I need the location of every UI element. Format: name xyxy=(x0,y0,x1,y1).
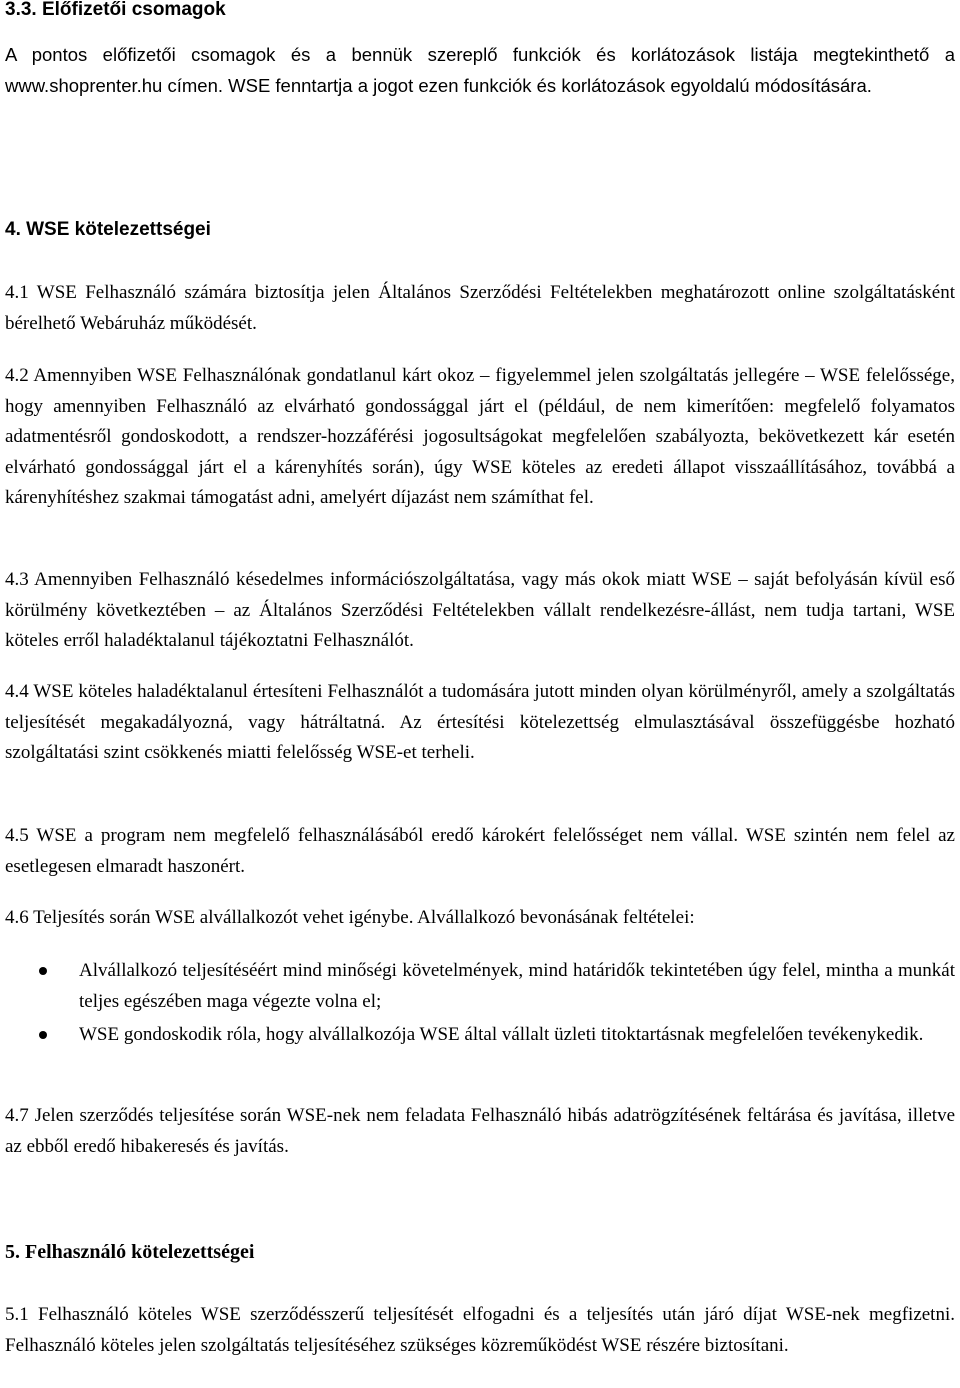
section-3-3-heading: 3.3. Előfizetői csomagok xyxy=(5,0,226,20)
paragraph-4-4: 4.4 WSE köteles haladéktalanul értesíteni Felhasználót a tudomására jutott minden olyan körülményről, amely a szolgáltatás teljesítését megakadályozná, vagy hátráltatná. Az értesítési kötelezettség elmulasztásával összefüggésbe hozható szolgáltatási szint csökkenés miatti felelősség WSE-et terheli. xyxy=(5,681,955,764)
section-3-3-paragraph: A pontos előfizetői csomagok és a bennük szereplő funkciók és korlátozások listája megtekinthető a www.shoprenter.hu címen. WSE fenntartja a jogot ezen funkciók és korlátozások egyoldalú módosítására. xyxy=(5,44,955,96)
list-item xyxy=(5,956,955,1017)
paragraph-4-1: 4.1 WSE Felhasználó számára biztosítja jelen Általános Szerződési Feltételekben meghatározott online szolgáltatásként bérelhető Webáruház működését. xyxy=(5,282,955,334)
list-item-text: WSE gondoskodik róla, hogy alvállalkozója WSE által vállalt üzleti titoktartásnak megfelelően tevékenykedik. xyxy=(79,1024,924,1046)
paragraph-4-6: 4.6 Teljesítés során WSE alvállalkozót vehet igénybe. Alvállalkozó bevonásának feltételei: xyxy=(5,907,695,928)
bullet-icon xyxy=(39,967,47,975)
list-item xyxy=(5,1020,955,1051)
paragraph-4-5: 4.5 WSE a program nem megfelelő felhasználásából eredő károkért felelősséget nem vállal. WSE szintén nem felel az esetlegesen elmaradt haszonért. xyxy=(5,825,955,877)
bullet-icon xyxy=(39,1031,47,1039)
section-4-heading: 4. WSE kötelezettségei xyxy=(5,219,211,240)
paragraph-4-7: 4.7 Jelen szerződés teljesítése során WSE-nek nem feladata Felhasználó hibás adatrögzítésének feltárása és javítása, illetve az ebből eredő hibakeresés és javítás. xyxy=(5,1105,955,1157)
paragraph-5-1: 5.1 Felhasználó köteles WSE szerződésszerű teljesítését elfogadni és a teljesítés után járó díjat WSE-nek megfizetni. Felhasználó köteles jelen szolgáltatás teljesítéséhez szükséges közreműködést WSE részére biztosítani. xyxy=(5,1304,955,1356)
section-5-heading: 5. Felhasználó kötelezettségei xyxy=(5,1241,255,1263)
paragraph-4-2: 4.2 Amennyiben WSE Felhasználónak gondatlanul kárt okoz – figyelemmel jelen szolgáltatás jellegére – WSE felelőssége, hogy amennyiben Felhasználó az elvárható gondossággal járt el (például, de nem kimerítően: megfelelő folyamatos adatmentésről gondoskodott, a rendszer-hozzáférési jogosultságokat megfelelően szabályozta, bekövetkezett kár esetén elvárható gondossággal járt el a kárenyhítés során), úgy WSE köteles az eredeti állapot visszaállításához, továbbá a kárenyhítéshez szakmai támogatást adni, amelyért díjazást nem számíthat fel. xyxy=(5,365,955,509)
list-item-text: Alvállalkozó teljesítéséért mind minőségi követelmények, mind határidők tekintetében úgy felel, mintha a munkát teljes egészében maga végezte volna el; xyxy=(79,960,955,1012)
paragraph-4-3: 4.3 Amennyiben Felhasználó késedelmes információszolgáltatása, vagy más okok miatt WSE – saját befolyásán kívül eső körülmény következtében – az Általános Szerződési Feltételekben vállalt rendelkezésre-állást, nem tudja tartani, WSE köteles erről haladéktalanul tájékoztatni Felhasználót. xyxy=(5,569,955,652)
subcontractor-conditions-list xyxy=(5,956,955,1051)
